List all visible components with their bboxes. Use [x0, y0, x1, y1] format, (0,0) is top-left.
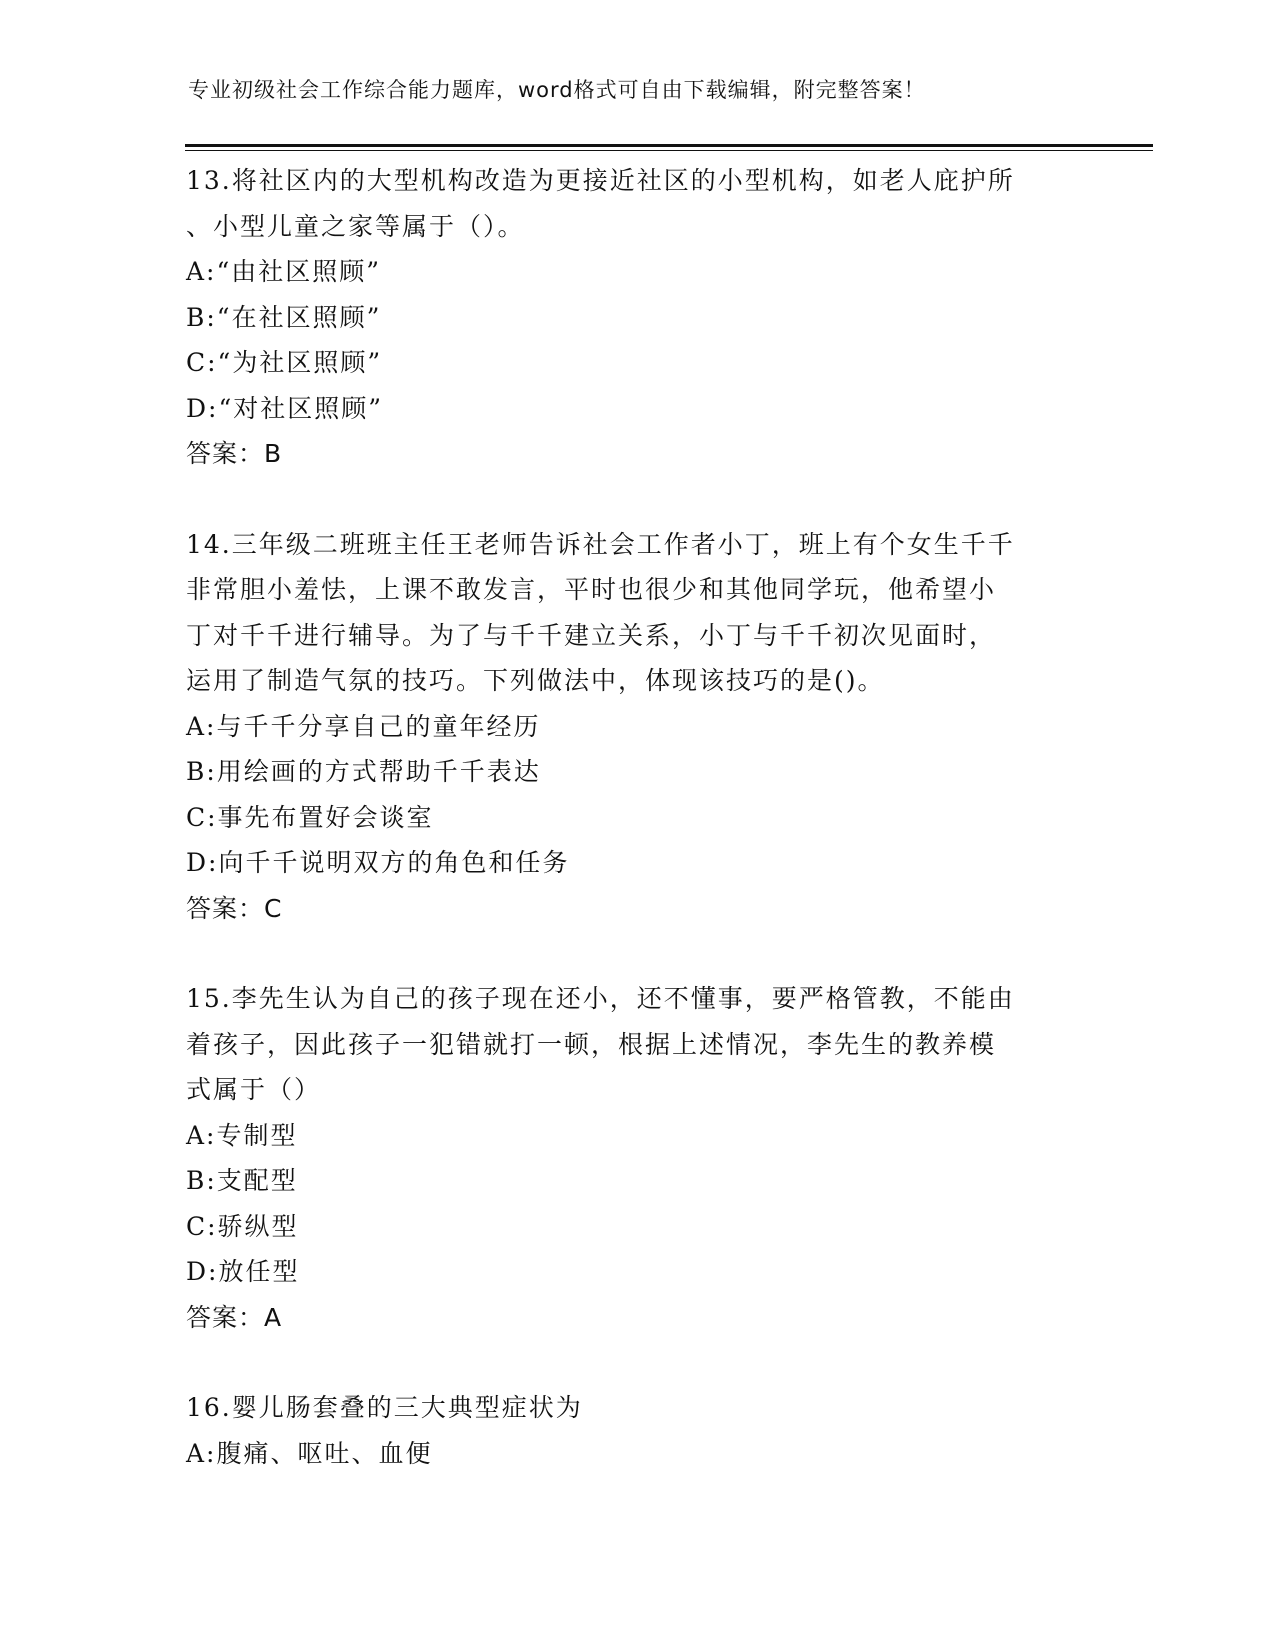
option-a: A:与千千分享自己的童年经历	[186, 711, 541, 741]
question-text-line: 丁对千千进行辅导。为了与千千建立关系，小丁与千千初次见面时，	[186, 620, 997, 650]
answer-line: 答案：A	[186, 1302, 283, 1332]
option-d: D:放任型	[186, 1257, 300, 1286]
option-c: C:事先布置好会谈室	[186, 802, 434, 832]
question-text-line: 非常胆小羞怯，上课不敢发言，平时也很少和其他同学玩，他希望小	[186, 575, 997, 604]
question-text-line: 13.将社区内的大型机构改造为更接近社区的小型机构，如老人庇护所	[186, 166, 1015, 195]
question-13	[186, 158, 1086, 477]
answer-line: 答案：B	[186, 439, 283, 468]
option-a: A:专制型	[186, 1120, 298, 1150]
question-text-line: 式属于（）	[186, 1075, 322, 1104]
option-b: B:支配型	[186, 1166, 298, 1195]
question-text-line: 14.三年级二班班主任王老师告诉社会工作者小丁，班上有个女生千千	[186, 529, 1015, 559]
option-a: A:腹痛、呕吐、血便	[186, 1438, 433, 1468]
header-rule-thin	[185, 150, 1153, 151]
option-c: C:“为社区照顾”	[186, 348, 383, 377]
spacer	[186, 477, 1086, 522]
question-15	[186, 976, 1086, 1340]
question-text-line: 、小型儿童之家等属于（）。	[186, 211, 525, 241]
option-b: B:“在社区照顾”	[186, 302, 382, 332]
question-16	[186, 1385, 1086, 1476]
option-d: D:向千千说明双方的角色和任务	[186, 848, 570, 877]
question-list	[186, 158, 1086, 1476]
header-rule-thick	[185, 144, 1153, 147]
option-d: D:“对社区照顾”	[186, 393, 384, 423]
option-c: C:骄纵型	[186, 1211, 299, 1241]
spacer	[186, 1340, 1086, 1385]
question-text-line: 着孩子，因此孩子一犯错就打一顿，根据上述情况，李先生的教养模	[186, 1029, 997, 1059]
question-text-line: 15.李先生认为自己的孩子现在还小，还不懂事，要严格管教，不能由	[186, 984, 1015, 1013]
question-14	[186, 522, 1086, 932]
spacer	[186, 931, 1086, 976]
question-text-line: 运用了制造气氛的技巧。下列做法中，体现该技巧的是()。	[186, 666, 885, 695]
answer-line: 答案：C	[186, 893, 283, 923]
option-a: A:“由社区照顾”	[186, 257, 382, 286]
option-b: B:用绘画的方式帮助千千表达	[186, 757, 541, 786]
page-header: 专业初级社会工作综合能力题库，word格式可自由下载编辑，附完整答案！	[188, 78, 926, 102]
question-text-line: 16.婴儿肠套叠的三大典型症状为	[186, 1393, 583, 1422]
